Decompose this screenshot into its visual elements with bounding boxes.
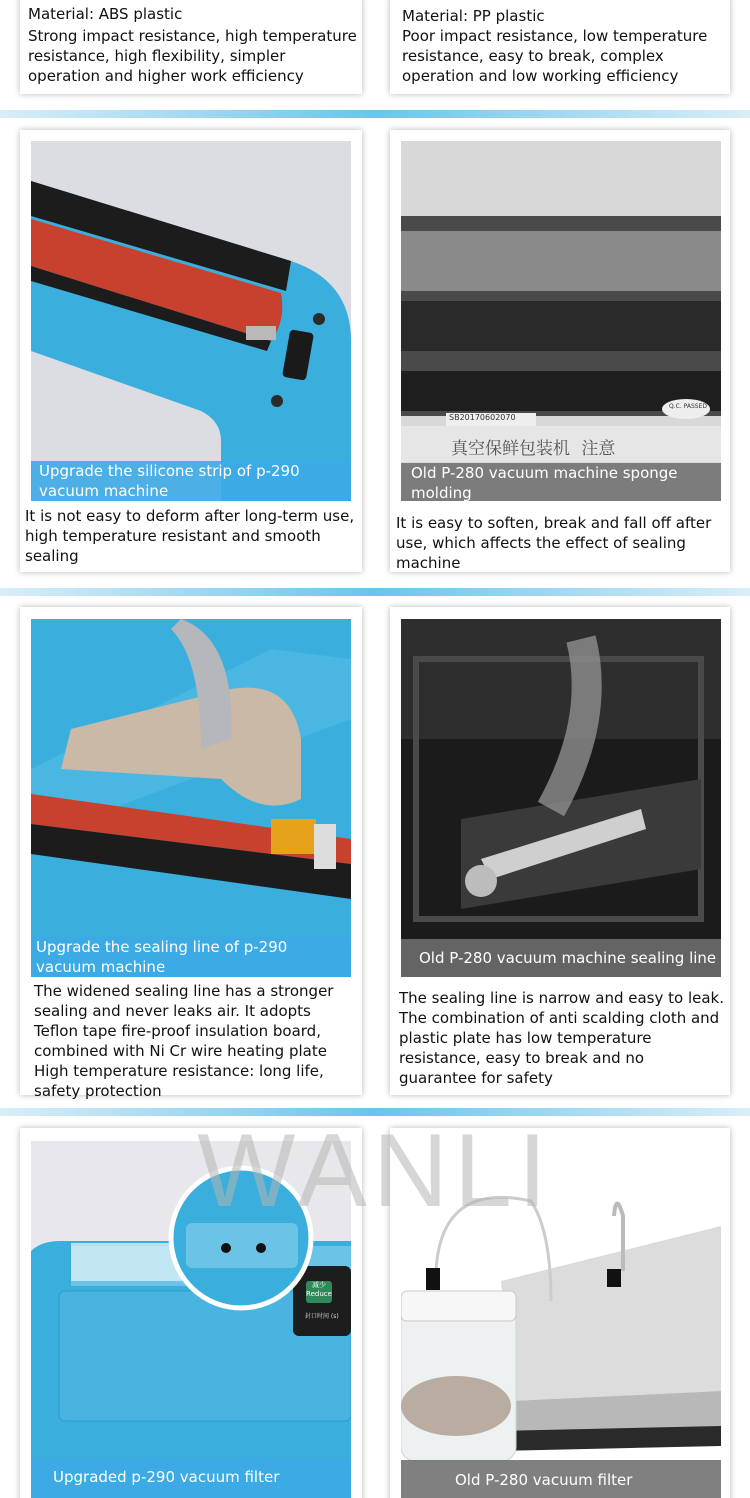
sponge-molding-photo: [401, 141, 721, 501]
panel-button-reduce-cn: 减少: [312, 1281, 326, 1289]
old-sealing-line-photo: [401, 619, 721, 977]
old-vacuum-filter-illustration: [401, 1141, 721, 1498]
old-sealing-line-caption: Old P-280 vacuum machine sealing line: [401, 939, 721, 977]
panel-button-reduce-en: Reduce: [306, 1290, 332, 1298]
section-divider: [0, 1108, 750, 1116]
pp-material-card: [390, 0, 730, 94]
photo-label-chinese-main: 真空保鲜包装机: [451, 439, 570, 459]
panel-strip-label: 封口时间 (s): [305, 1313, 339, 1320]
pp-material-title: Material: PP plastic: [402, 7, 545, 25]
sealing-line-card: [20, 607, 362, 1100]
abs-material-title: Material: ABS plastic: [28, 5, 183, 23]
pp-material-desc: Poor impact resistance, low temperature resistance, easy to break, complex operation and low working efficiency: [402, 27, 708, 85]
sealing-line-caption: Upgrade the sealing line of p-290 vacuum machine: [31, 937, 351, 977]
silicone-strip-illustration: [31, 141, 351, 501]
silicone-strip-photo: [31, 141, 351, 501]
silicone-strip-desc: It is not easy to deform after long-term use, high temperature resistant and smooth sealing: [25, 507, 355, 565]
silicone-strip-caption: Upgrade the silicone strip of p-290 vacuum machine: [31, 461, 351, 501]
sealing-line-highlight: High temperature resistance: long life, safety protection: [34, 1062, 324, 1100]
sealing-line-desc: The widened sealing line has a stronger sealing and never leaks air. It adopts Teflon tape fire-proof insulation board, combined with Ni Cr wire heating plate: [34, 982, 334, 1060]
photo-label-chinese: [451, 434, 615, 459]
photo-label-pass: Q.C. PASSED: [669, 403, 708, 410]
section-divider: [0, 110, 750, 118]
sponge-molding-card: [390, 130, 730, 572]
old-sealing-line-illustration: [401, 619, 721, 977]
old-sealing-line-desc: The sealing line is narrow and easy to leak. The combination of anti scalding cloth and plastic plate has low temperature resistance, easy to break and no guarantee for safety: [399, 989, 725, 1087]
old-vacuum-filter-photo: [401, 1141, 721, 1498]
sponge-molding-caption: Old P-280 vacuum machine sponge molding: [401, 463, 721, 501]
abs-material-desc: Strong impact resistance, high temperature resistance, high flexibility, simpler operation and higher work efficiency: [28, 27, 357, 85]
sealing-line-illustration: [31, 619, 351, 977]
panel-button-reduce: [306, 1281, 332, 1303]
silicone-strip-card: [20, 130, 362, 572]
section-divider: [0, 588, 750, 596]
vacuum-filter-photo: [31, 1141, 351, 1498]
vacuum-filter-caption: Upgraded p-290 vacuum filter: [31, 1458, 351, 1498]
vacuum-filter-card: [20, 1128, 362, 1498]
sponge-molding-desc: It is easy to soften, break and fall off after use, which affects the effect of sealing machine: [396, 514, 712, 572]
vacuum-filter-illustration: [31, 1141, 351, 1498]
photo-label-serial: SB20170602070: [449, 413, 516, 422]
abs-material-card: [20, 0, 362, 94]
brand-watermark: WANLI: [197, 1113, 553, 1229]
old-vacuum-filter-caption: Old P-280 vacuum filter: [401, 1460, 721, 1498]
photo-label-chinese-note: 注意: [581, 439, 616, 459]
sealing-line-photo: [31, 619, 351, 977]
old-vacuum-filter-card: [390, 1128, 730, 1498]
old-sealing-line-card: [390, 607, 730, 1095]
